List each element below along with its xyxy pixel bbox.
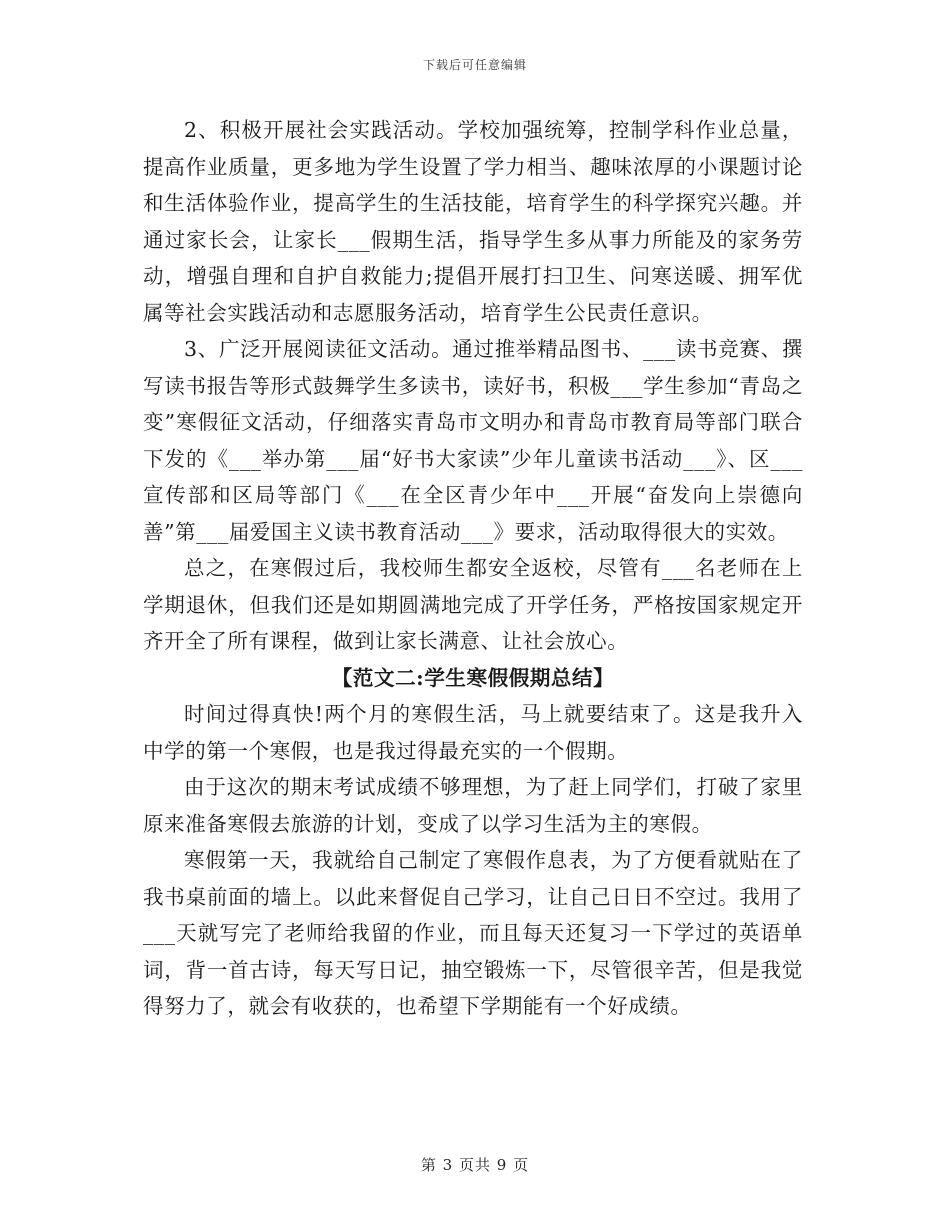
paragraph-time-flies: 时间过得真快!两个月的寒假生活，马上就要结束了。这是我升入中学的第一个寒假，也是我过得最充实的一个假期。 bbox=[143, 702, 803, 763]
section-title: 【范文二:学生寒假假期总结】 bbox=[331, 665, 615, 690]
paragraph-first-day: 寒假第一天，我就给自己制定了寒假作息表，为了方便看就贴在了我书桌前面的墙上。以此来督促自己学习，让自己日日不空过。我用了___天就写完了老师给我留的作业，而且每天还复习一下学过的英语单词，背一首古诗，每天写日记，抽空锻炼一下，尽管很辛苦，但是我觉得努力了，就会有收获的，也希望下学期能有一个好成绩。 bbox=[143, 848, 803, 1018]
paragraph-conclusion: 总之，在寒假过后，我校师生都安全返校，尽管有___名老师在上学期退休，但我们还是如期圆满地完成了开学任务，严格按国家规定开齐开全了所有课程，做到让家长满意、让社会放心。 bbox=[143, 556, 803, 653]
paragraph-reading-essay: 3、广泛开展阅读征文活动。通过推举精品图书、___读书竞赛、撰写读书报告等形式鼓舞学生多读书，读好书，积极___学生参加“青岛之变”寒假征文活动，仔细落实青岛市文明办和青岛市教育局等部门联合下发的《___举办第___届“好书大家读”少年儿童读书活动___》、区___宣传部和区局等部门《___在全区青少年中___开展“奋发向上崇德向善”第___届爱国主义读书教育活动___》要求，活动取得很大的实效。 bbox=[143, 337, 803, 544]
paragraph-social-practice: 2、积极开展社会实践活动。学校加强统筹，控制学科作业总量，提高作业质量，更多地为学生设置了学力相当、趣味浓厚的小课题讨论和生活体验作业，提高学生的生活技能，培育学生的科学探究兴趣。并通过家长会，让家长___假期生活，指导学生多从事力所能及的家务劳动，增强自理和自护自救能力;提倡开展打扫卫生、问寒送暖、拥军优属等社会实践活动和志愿服务活动，培育学生公民责任意识。 bbox=[143, 118, 803, 325]
document-body bbox=[143, 112, 803, 1025]
page-header: 下载后可任意编辑 bbox=[422, 58, 527, 72]
paragraph-exam-result: 由于这次的期末考试成绩不够理想，为了赶上同学们，打破了家里原来准备寒假去旅游的计划，变成了以学习生活为主的寒假。 bbox=[143, 775, 803, 836]
page-number: 第 3 页共 9 页 bbox=[420, 1156, 530, 1174]
